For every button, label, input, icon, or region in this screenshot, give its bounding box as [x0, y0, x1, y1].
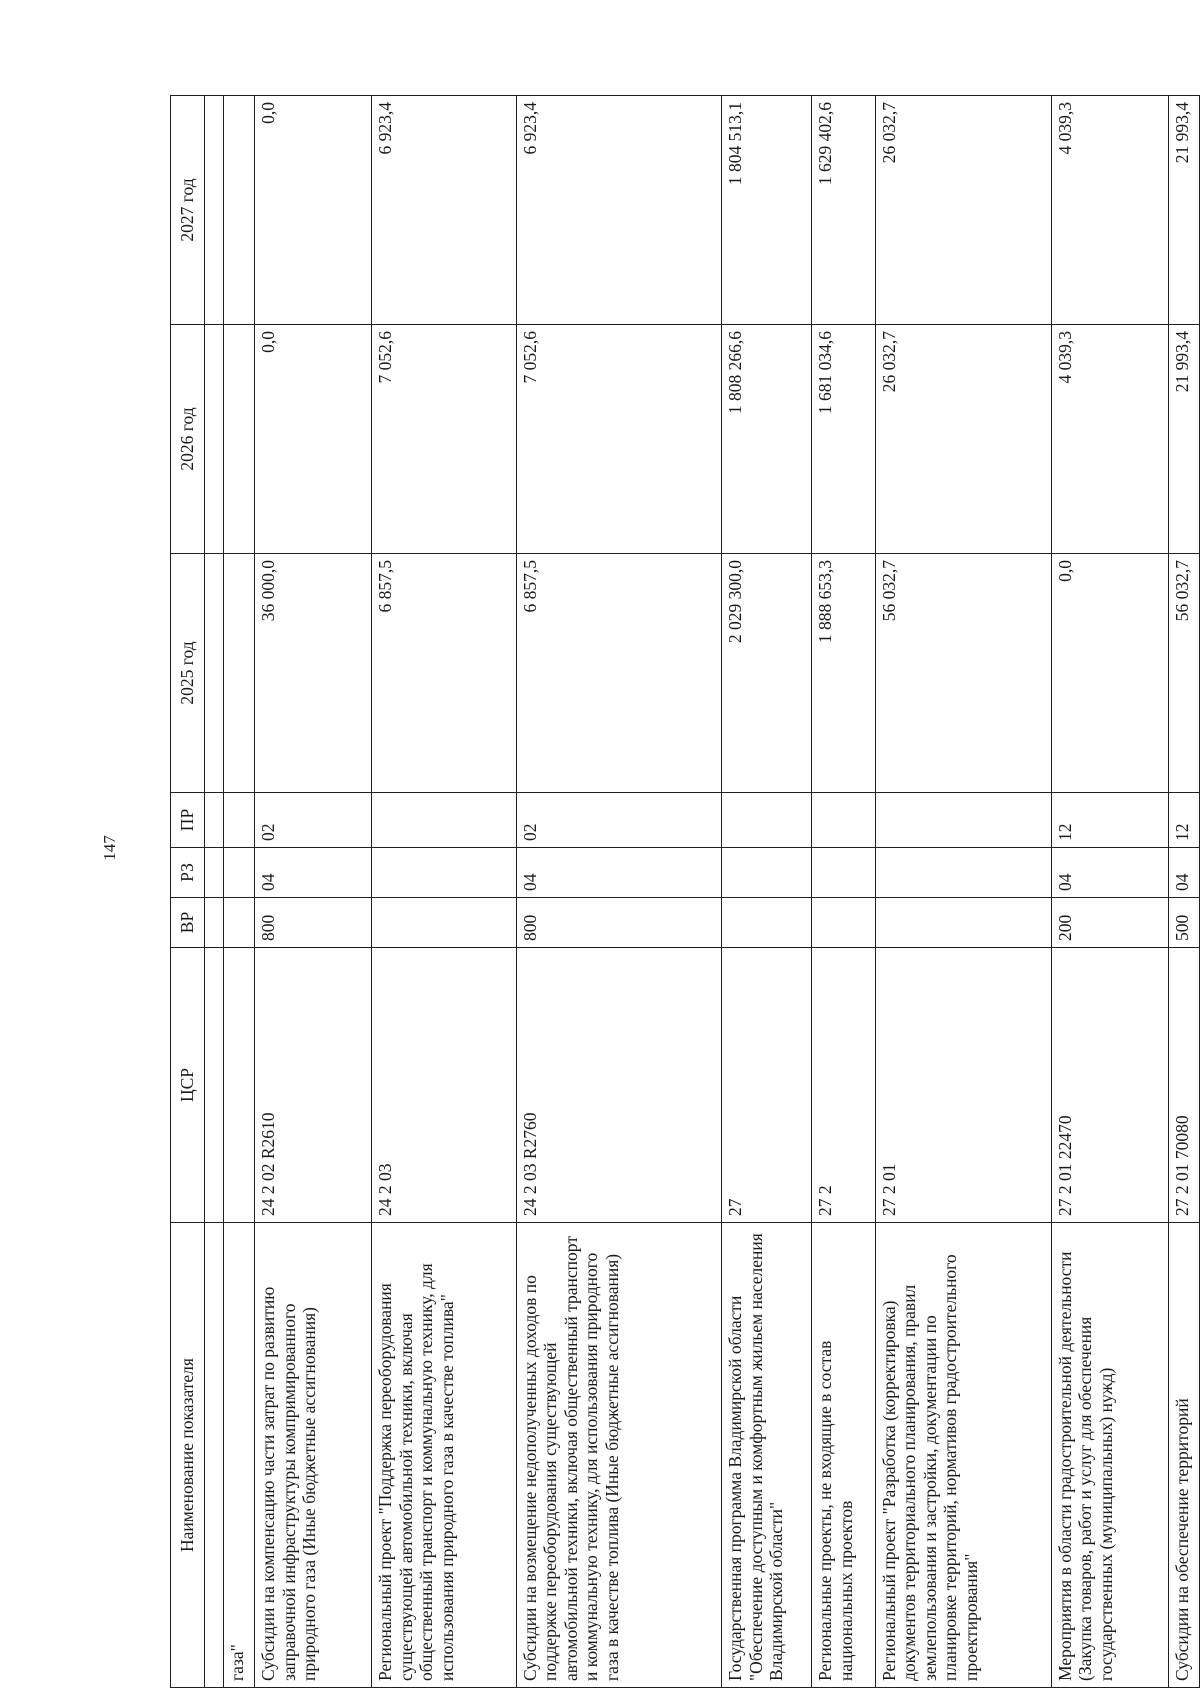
cell-vr: 800: [516, 898, 721, 948]
cell-2026: 26 032,7: [875, 325, 1051, 554]
cell-name: Региональные проекты, не входящие в состав национальных проектов: [812, 1223, 875, 1688]
cell-csr: 27 2 01 22470: [1051, 948, 1168, 1223]
cell-rz: 04: [255, 848, 372, 898]
cell-pr: [372, 793, 516, 848]
table-row: [875, 96, 1051, 1688]
cell-2026: 1 681 034,6: [812, 325, 875, 554]
cell-rz: 04: [1168, 848, 1199, 898]
cell-csr: 24 2 02 R2610: [255, 948, 372, 1223]
cell-csr: 24 2 03 R2760: [516, 948, 721, 1223]
header-csr: ЦСР: [171, 948, 205, 1223]
cell-name: Региональный проект "Разработка (корректировка) документов территориального планирования, правил землепользования и застройки, документации по планировке территорий, нормативов градостроительного проектирования": [875, 1223, 1051, 1688]
cell-2027: 26 032,7: [875, 96, 1051, 325]
cell-pr: [812, 793, 875, 848]
table-row: [722, 96, 812, 1688]
header-2026: 2026 год: [171, 325, 205, 554]
table-row: [516, 96, 721, 1688]
cell-pr: 12: [1168, 793, 1199, 848]
page-number: 147: [100, 835, 119, 861]
cell-2027: 4 039,3: [1051, 96, 1168, 325]
cell-vr: [722, 898, 812, 948]
cell-2025: 1 888 653,3: [812, 554, 875, 793]
cell-pr: [722, 793, 812, 848]
cell-vr: [812, 898, 875, 948]
cell-2026: 1 808 266,6: [722, 325, 812, 554]
cell-2025: 6 857,5: [372, 554, 516, 793]
header-row: [171, 96, 205, 1688]
cell-vr: 500: [1168, 898, 1199, 948]
header-rz: РЗ: [171, 848, 205, 898]
cell-name: Субсидии на обеспечение территорий: [1168, 1223, 1199, 1688]
budget-table-rotated: [170, 96, 1200, 1688]
cell-name: Субсидии на компенсацию части затрат по развитию заправочной инфраструктуры компримированного природного газа (Иные бюджетные ассигнования): [255, 1223, 372, 1688]
cell-rz: 04: [516, 848, 721, 898]
cell-pr: [875, 793, 1051, 848]
cell-pr: 02: [516, 793, 721, 848]
cell-vr: [224, 898, 255, 948]
table-row: [224, 96, 255, 1688]
cell-rz: [372, 848, 516, 898]
cell-vr: 800: [255, 898, 372, 948]
header-name: Наименование показателя: [171, 1223, 205, 1688]
cell-rz: [812, 848, 875, 898]
cell-2025: 36 000,0: [255, 554, 372, 793]
cell-vr: [372, 898, 516, 948]
cell-pr: 12: [1051, 793, 1168, 848]
cell-2027: 6 923,4: [516, 96, 721, 325]
cell-name: газа": [224, 1223, 255, 1688]
cell-csr: 24 2 03: [372, 948, 516, 1223]
cell-2026: [224, 325, 255, 554]
cell-2025: 56 032,7: [1168, 554, 1199, 793]
cell-vr: 200: [1051, 898, 1168, 948]
spacer-row: [205, 96, 224, 1688]
cell-name: Государственная программа Владимирской области "Обеспечение доступным и комфортным жильем населения Владимирской области": [722, 1223, 812, 1688]
cell-2026: 7 052,6: [516, 325, 721, 554]
header-pr: ПР: [171, 793, 205, 848]
header-2025: 2025 год: [171, 554, 205, 793]
cell-name: Мероприятия в области градостроительной деятельности (Закупка товаров, работ и услуг для обеспечения государственных (муниципальных) нужд): [1051, 1223, 1168, 1688]
cell-rz: 04: [1051, 848, 1168, 898]
cell-2027: 1 804 513,1: [722, 96, 812, 325]
cell-rz: [722, 848, 812, 898]
cell-rz: [224, 848, 255, 898]
cell-2026: 0,0: [255, 325, 372, 554]
cell-name: Субсидии на возмещение недополученных доходов по поддержке переоборудования существующей автомобильной техники, включая общественный транспорт и коммунальную технику, для использования природного газа в качестве топлива (Иные бюджетные ассигнования): [516, 1223, 721, 1688]
cell-2026: 4 039,3: [1051, 325, 1168, 554]
cell-2026: 21 993,4: [1168, 325, 1199, 554]
header-2027: 2027 год: [171, 96, 205, 325]
table-row: [812, 96, 875, 1688]
cell-2027: 1 629 402,6: [812, 96, 875, 325]
cell-2025: 56 032,7: [875, 554, 1051, 793]
table-row: [1168, 96, 1199, 1688]
cell-2025: 6 857,5: [516, 554, 721, 793]
cell-2025: [224, 554, 255, 793]
table-row: [372, 96, 516, 1688]
table-row: [255, 96, 372, 1688]
cell-2027: 6 923,4: [372, 96, 516, 325]
table-row: [1051, 96, 1168, 1688]
cell-name: Региональный проект "Поддержка переоборудования существующей автомобильной техники, включая общественный транспорт и коммунальную технику, для использования природного газа в качестве топлива": [372, 1223, 516, 1688]
cell-2026: 7 052,6: [372, 325, 516, 554]
header-vr: ВР: [171, 898, 205, 948]
cell-csr: 27: [722, 948, 812, 1223]
cell-2025: 2 029 300,0: [722, 554, 812, 793]
cell-2025: 0,0: [1051, 554, 1168, 793]
cell-2027: 0,0: [255, 96, 372, 325]
cell-2027: 21 993,4: [1168, 96, 1199, 325]
budget-table: [170, 95, 1200, 1688]
cell-pr: 02: [255, 793, 372, 848]
cell-rz: [875, 848, 1051, 898]
cell-vr: [875, 898, 1051, 948]
cell-pr: [224, 793, 255, 848]
cell-csr: 27 2: [812, 948, 875, 1223]
cell-csr: 27 2 01 70080: [1168, 948, 1199, 1223]
cell-csr: [224, 948, 255, 1223]
cell-2027: [224, 96, 255, 325]
cell-csr: 27 2 01: [875, 948, 1051, 1223]
